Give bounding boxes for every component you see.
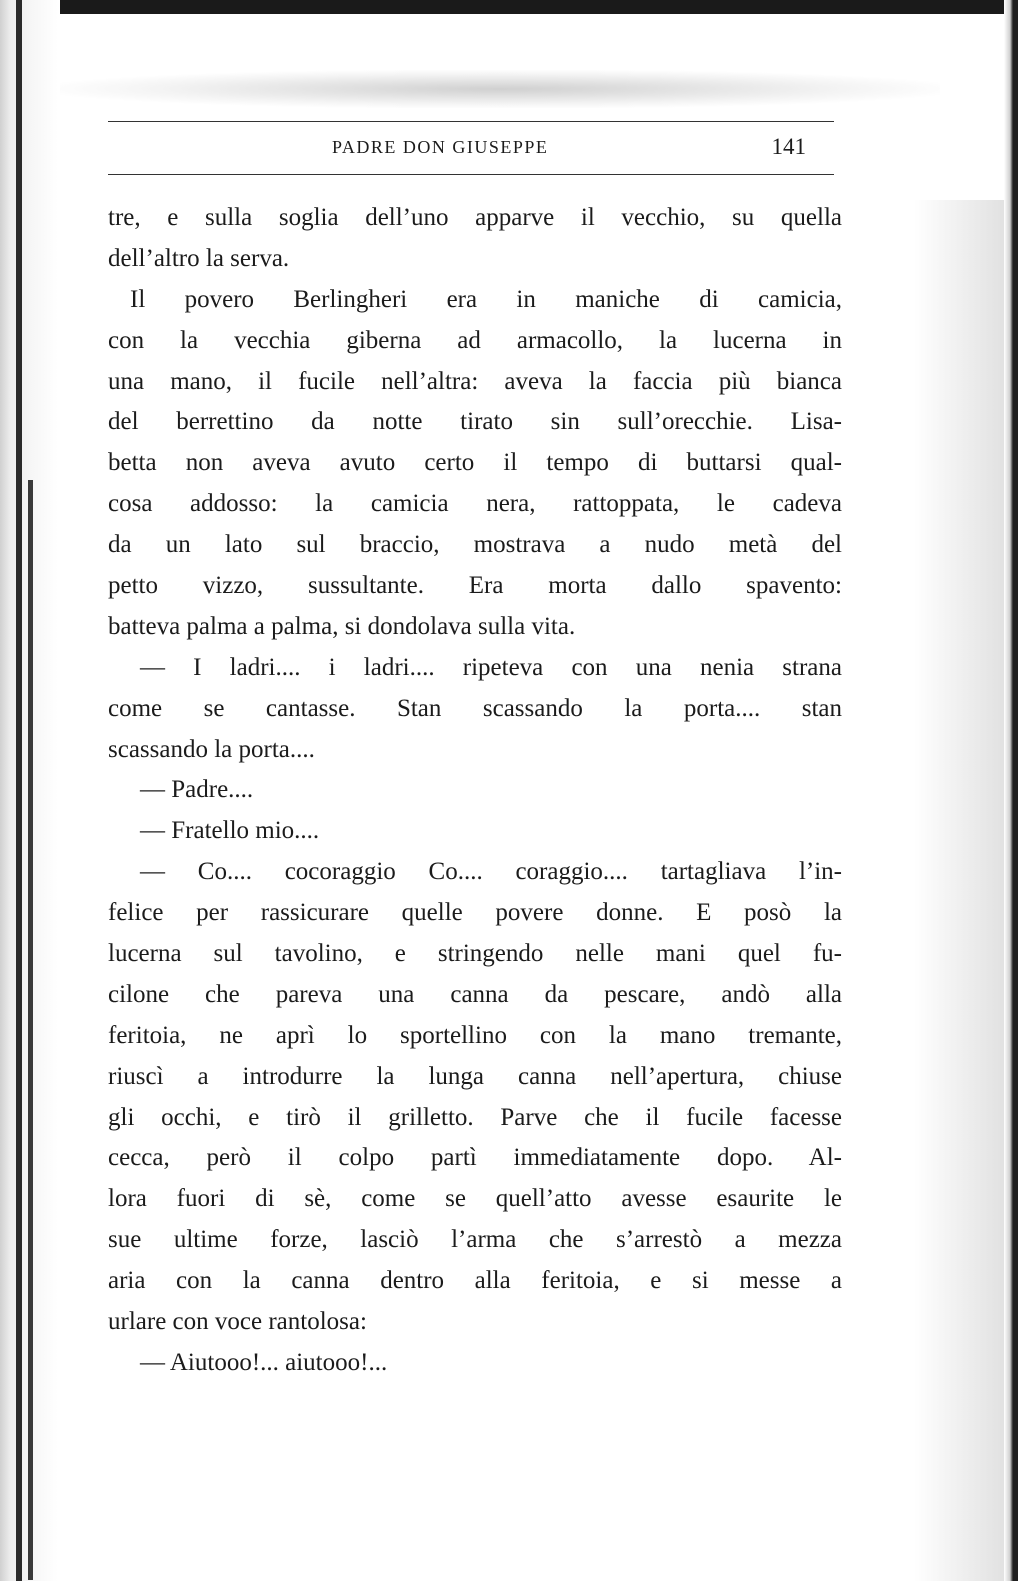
text-line: dell’altro la serva. xyxy=(108,244,290,272)
text-line: con la vecchia giberna ad armacollo, la lucerna in xyxy=(108,326,842,354)
dialogue-line: — Padre.... xyxy=(140,776,254,804)
body-text xyxy=(108,198,842,1384)
text-line: lora fuori di sè, come se quell’atto avesse esaurite le xyxy=(108,1185,842,1213)
dialogue-line: — Fratello mio.... xyxy=(140,817,320,845)
text-line: gli occhi, e tirò il grilletto. Parve che il fucile facesse xyxy=(108,1103,842,1131)
text-line: una mano, il fucile nell’altra: aveva la faccia più bianca xyxy=(108,367,842,395)
text-line: da un lato sul braccio, mostrava a nudo metà del xyxy=(108,531,842,559)
scan-top-border xyxy=(0,0,1018,14)
text-line: scassando la porta.... xyxy=(108,735,315,763)
scan-left-binding-shadow xyxy=(28,480,33,1580)
text-line: riuscì a introdurre la lunga canna nell’apertura, chiuse xyxy=(108,1062,842,1090)
text-line: cecca, però il colpo partì immediatamente dopo. Al- xyxy=(108,1144,842,1172)
running-head: PADRE DON GIUSEPPE xyxy=(332,137,549,157)
text-line: come se cantasse. Stan scassando la porta.... stan xyxy=(108,694,842,722)
dialogue-line: — I ladri.... i ladri.... ripeteva con una nenia strana xyxy=(140,653,842,681)
text-line: cosa addosso: la camicia nera, rattoppata, le cadeva xyxy=(108,490,842,518)
scan-left-binding-line xyxy=(16,0,22,1581)
text-line: betta non aveva avuto certo il tempo di buttarsi qual- xyxy=(108,449,842,477)
text-line: feritoia, ne aprì lo sportellino con la mano tremante, xyxy=(108,1021,842,1049)
dialogue-line: — Co.... cocoraggio Co.... coraggio.... tartagliava l’in- xyxy=(140,858,842,886)
text-line: tre, e sulla soglia dell’uno apparve il vecchio, su quella xyxy=(108,204,842,231)
text-line: lucerna sul tavolino, e stringendo nelle mani quel fu- xyxy=(108,940,842,968)
scan-right-stain xyxy=(914,200,1004,1581)
scan-right-border xyxy=(1004,0,1018,1581)
page-number: 141 xyxy=(771,134,806,159)
dialogue-line: — Aiutooo!... aiutooo!... xyxy=(140,1348,388,1376)
text-line: urlare con voce rantolosa: xyxy=(108,1308,367,1336)
page-header xyxy=(108,121,834,175)
text-line: batteva palma a palma, si dondolava sulla vita. xyxy=(108,612,576,640)
text-line: cilone che pareva una canna da pescare, andò alla xyxy=(108,980,842,1008)
text-line: aria con la canna dentro alla feritoia, e si messe a xyxy=(108,1267,842,1295)
text-line: sue ultime forze, lasciò l’arma che s’arrestò a mezza xyxy=(108,1226,842,1254)
text-line: petto vizzo, sussultante. Era morta dallo spavento: xyxy=(108,572,842,600)
scan-top-stain xyxy=(60,70,940,108)
text-line: del berrettino da notte tirato sin sull’orecchie. Lisa- xyxy=(108,408,842,436)
text-line: Il povero Berlingheri era in maniche di camicia, xyxy=(130,285,842,313)
text-line: felice per rassicurare quelle povere donne. E posò la xyxy=(108,899,842,927)
